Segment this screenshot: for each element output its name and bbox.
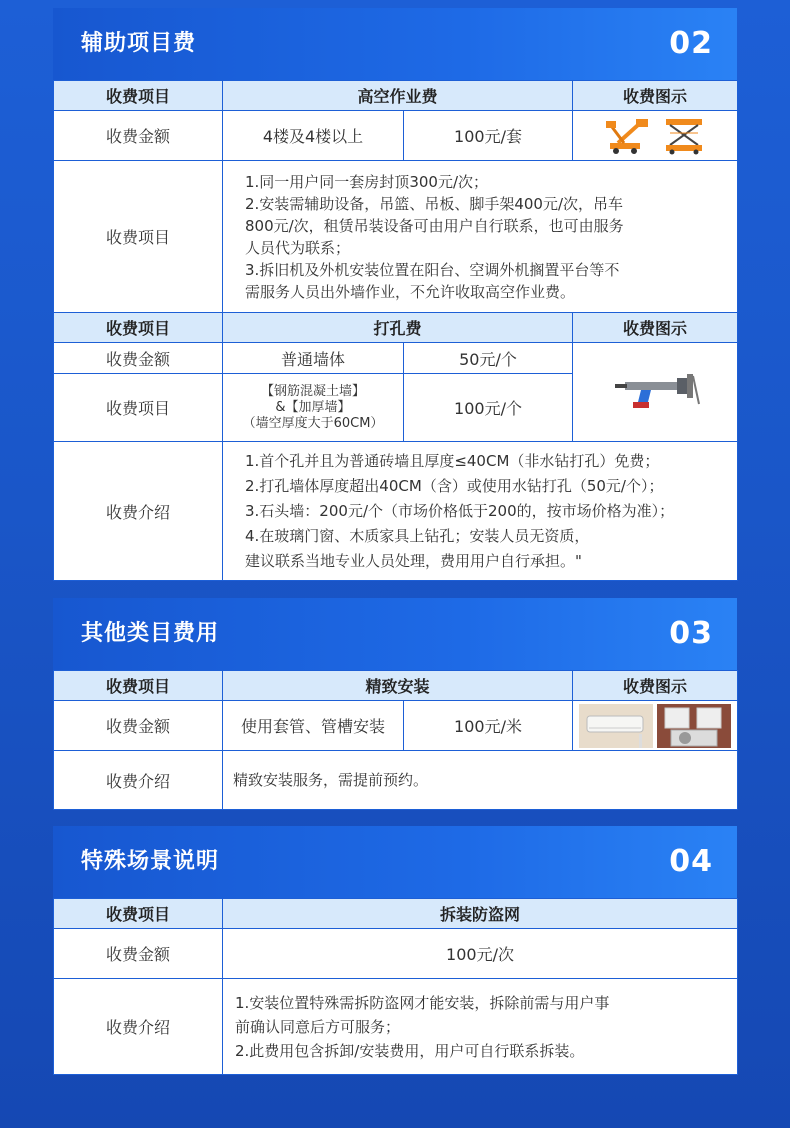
price-cell: 100元/个 (404, 374, 573, 442)
description-line: 1.同一用户同一套房封顶300元/次； (245, 172, 488, 191)
price-cell: 100元/米 (404, 701, 573, 751)
section-other-fees (53, 598, 737, 810)
indoor-ac-unit-icon (579, 704, 653, 748)
description-line: 800元/次，租赁吊装设备可由用户自行联系，也可由服务 (245, 216, 624, 235)
description-line: 3.拆旧机及外机安装位置在阳台、空调外机搁置平台等不 (245, 260, 620, 279)
header-illustration: 收费图示 (573, 81, 738, 111)
description-cell (223, 979, 738, 1075)
condition-cell (223, 374, 404, 442)
row-label: 收费项目 (54, 161, 223, 313)
section-aux-fees (53, 8, 737, 581)
row-label: 收费介绍 (54, 979, 223, 1075)
aerial-boom-lift-icon (604, 117, 652, 155)
description-line: 1.首个孔并且为普通砖墙且厚度≤40CM（非水钻打孔）免费； (245, 451, 660, 470)
description-cell (223, 751, 738, 810)
outdoor-ac-unit-icon (657, 704, 731, 748)
description-cell (223, 442, 738, 581)
header-fee-name: 拆装防盗网 (223, 899, 738, 929)
description-line: 1.安装位置特殊需拆防盗网才能安装，拆除前需与用户事 (235, 993, 610, 1012)
header-item: 收费项目 (54, 313, 223, 343)
price-cell: 50元/个 (404, 343, 573, 374)
description-line: 精致安装服务，需提前预约。 (233, 771, 429, 789)
fee-table-security-grille (53, 898, 738, 1075)
illustration-cell (573, 111, 738, 161)
description-line: 2.此费用包含拆卸/安装费用，用户可自行联系拆装。 (235, 1041, 585, 1060)
section-title: 其他类目费用 (81, 621, 220, 646)
section-number: 03 (669, 616, 713, 651)
row-label: 收费金额 (54, 701, 223, 751)
description-line: 建议联系当地专业人员处理，费用用户自行承担。" (245, 551, 582, 570)
row-label: 收费金额 (54, 111, 223, 161)
row-label: 收费项目 (54, 374, 223, 442)
header-item: 收费项目 (54, 899, 223, 929)
header-fee-name: 精致安装 (223, 671, 573, 701)
illustration-cell (573, 701, 738, 751)
section-title: 辅助项目费 (81, 31, 197, 56)
condition-line: &【加厚墙】 (275, 399, 351, 415)
header-illustration: 收费图示 (573, 313, 738, 343)
header-fee-name: 打孔费 (223, 313, 573, 343)
section-header (53, 8, 737, 80)
description-line: 需服务人员出外墙作业，不允许收取高空作业费。 (245, 282, 576, 301)
row-label: 收费介绍 (54, 751, 223, 810)
section-header (53, 598, 737, 670)
core-drill-icon (607, 372, 703, 412)
header-fee-name: 高空作业费 (223, 81, 573, 111)
price-cell: 100元/套 (404, 111, 573, 161)
row-label: 收费金额 (54, 929, 223, 979)
description-cell (223, 161, 738, 313)
price-cell: 100元/次 (223, 929, 738, 979)
description-line: 2.安装需辅助设备，吊篮、吊板、脚手架400元/次，吊车 (245, 194, 623, 213)
description-line: 4.在玻璃门窗、木质家具上钻孔；安装人员无资质， (245, 526, 590, 545)
section-number: 02 (669, 26, 713, 61)
section-special-scenarios (53, 826, 737, 1075)
section-number: 04 (669, 844, 713, 879)
section-header (53, 826, 737, 898)
condition-cell: 普通墙体 (223, 343, 404, 374)
description-line: 前确认同意后方可服务； (235, 1017, 401, 1036)
row-label: 收费介绍 (54, 442, 223, 581)
description-line: 人员代为联系； (245, 238, 351, 257)
condition-line: （墙空厚度大于60CM） (242, 415, 384, 431)
fee-table-fine-install (53, 670, 738, 810)
header-item: 收费项目 (54, 81, 223, 111)
condition-cell: 使用套管、管槽安装 (223, 701, 404, 751)
condition-cell: 4楼及4楼以上 (223, 111, 404, 161)
row-label: 收费金额 (54, 343, 223, 374)
condition-line: 【钢筋混凝土墙】 (260, 383, 365, 399)
section-title: 特殊场景说明 (81, 849, 220, 874)
fee-table-high-altitude (53, 80, 738, 581)
illustration-cell (573, 343, 738, 442)
header-illustration: 收费图示 (573, 671, 738, 701)
scissor-lift-icon (662, 117, 706, 155)
description-line: 3.石头墙：200元/个（市场价格低于200的，按市场价格为准）； (245, 501, 675, 520)
header-item: 收费项目 (54, 671, 223, 701)
description-line: 2.打孔墙体厚度超出40CM（含）或使用水钻打孔（50元/个）； (245, 476, 664, 495)
